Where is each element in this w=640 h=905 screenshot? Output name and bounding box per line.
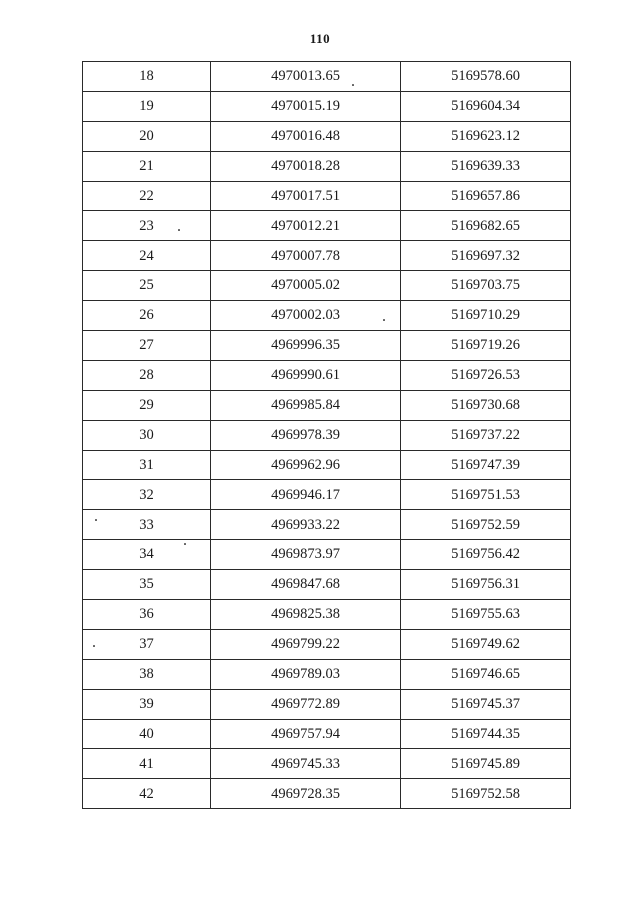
table-row [83,719,571,749]
table-row [83,600,571,630]
point-number-cell: 28 [83,360,211,390]
point-number-cell: 40 [83,719,211,749]
table-row [83,151,571,181]
x-coordinate-cell: 4969728.35 [211,779,401,809]
table-row [83,510,571,540]
x-coordinate-cell: 4969933.22 [211,510,401,540]
x-coordinate-cell: 4969789.03 [211,659,401,689]
table-row [83,211,571,241]
x-coordinate-cell: 4970007.78 [211,241,401,271]
x-coordinate-cell: 4970018.28 [211,151,401,181]
table-row [83,360,571,390]
x-coordinate-cell: 4969962.96 [211,450,401,480]
y-coordinate-cell: 5169697.32 [401,241,571,271]
scan-speck [178,229,180,231]
point-number-cell: 25 [83,271,211,301]
y-coordinate-cell: 5169719.26 [401,331,571,361]
point-number-cell: 18 [83,62,211,92]
point-number-cell: 37 [83,629,211,659]
y-coordinate-cell: 5169703.75 [401,271,571,301]
y-coordinate-cell: 5169578.60 [401,62,571,92]
scan-speck [93,645,95,647]
coordinates-table-body [83,62,571,809]
x-coordinate-cell: 4970013.65 [211,62,401,92]
point-number-cell: 41 [83,749,211,779]
table-row [83,689,571,719]
point-number-cell: 24 [83,241,211,271]
table-row [83,480,571,510]
y-coordinate-cell: 5169752.59 [401,510,571,540]
point-number-cell: 34 [83,540,211,570]
y-coordinate-cell: 5169604.34 [401,91,571,121]
x-coordinate-cell: 4969985.84 [211,390,401,420]
coordinates-table [82,61,571,809]
scan-speck [184,543,186,545]
x-coordinate-cell: 4969825.38 [211,600,401,630]
point-number-cell: 42 [83,779,211,809]
scan-speck [383,319,385,321]
scan-speck [352,84,354,86]
point-number-cell: 29 [83,390,211,420]
x-coordinate-cell: 4969978.39 [211,420,401,450]
table-row [83,181,571,211]
x-coordinate-cell: 4969799.22 [211,629,401,659]
x-coordinate-cell: 4969757.94 [211,719,401,749]
table-row [83,749,571,779]
table-row [83,629,571,659]
y-coordinate-cell: 5169745.89 [401,749,571,779]
table-row [83,271,571,301]
scan-speck [95,519,97,521]
point-number-cell: 20 [83,121,211,151]
y-coordinate-cell: 5169737.22 [401,420,571,450]
y-coordinate-cell: 5169710.29 [401,301,571,331]
y-coordinate-cell: 5169755.63 [401,600,571,630]
y-coordinate-cell: 5169747.39 [401,450,571,480]
table-row [83,420,571,450]
point-number-cell: 30 [83,420,211,450]
table-row [83,62,571,92]
y-coordinate-cell: 5169749.62 [401,629,571,659]
x-coordinate-cell: 4969745.33 [211,749,401,779]
point-number-cell: 32 [83,480,211,510]
x-coordinate-cell: 4969996.35 [211,331,401,361]
point-number-cell: 21 [83,151,211,181]
table-row [83,331,571,361]
table-row [83,779,571,809]
y-coordinate-cell: 5169726.53 [401,360,571,390]
y-coordinate-cell: 5169657.86 [401,181,571,211]
point-number-cell: 27 [83,331,211,361]
point-number-cell: 22 [83,181,211,211]
x-coordinate-cell: 4970012.21 [211,211,401,241]
x-coordinate-cell: 4970015.19 [211,91,401,121]
y-coordinate-cell: 5169746.65 [401,659,571,689]
y-coordinate-cell: 5169639.33 [401,151,571,181]
y-coordinate-cell: 5169744.35 [401,719,571,749]
x-coordinate-cell: 4970016.48 [211,121,401,151]
point-number-cell: 38 [83,659,211,689]
x-coordinate-cell: 4970002.03 [211,301,401,331]
point-number-cell: 31 [83,450,211,480]
table-row [83,301,571,331]
point-number-cell: 23 [83,211,211,241]
point-number-cell: 36 [83,600,211,630]
table-row [83,570,571,600]
point-number-cell: 19 [83,91,211,121]
table-row [83,390,571,420]
y-coordinate-cell: 5169752.58 [401,779,571,809]
page-number: 110 [309,31,331,46]
x-coordinate-cell: 4969990.61 [211,360,401,390]
table-row [83,540,571,570]
x-coordinate-cell: 4969847.68 [211,570,401,600]
y-coordinate-cell: 5169682.65 [401,211,571,241]
point-number-cell: 26 [83,301,211,331]
x-coordinate-cell: 4969946.17 [211,480,401,510]
point-number-cell: 35 [83,570,211,600]
point-number-cell: 33 [83,510,211,540]
x-coordinate-cell: 4969873.97 [211,540,401,570]
y-coordinate-cell: 5169751.53 [401,480,571,510]
y-coordinate-cell: 5169756.42 [401,540,571,570]
y-coordinate-cell: 5169745.37 [401,689,571,719]
point-number-cell: 39 [83,689,211,719]
x-coordinate-cell: 4970017.51 [211,181,401,211]
y-coordinate-cell: 5169623.12 [401,121,571,151]
y-coordinate-cell: 5169756.31 [401,570,571,600]
table-row [83,91,571,121]
table-row [83,121,571,151]
table-row [83,659,571,689]
y-coordinate-cell: 5169730.68 [401,390,571,420]
table-row [83,450,571,480]
x-coordinate-cell: 4970005.02 [211,271,401,301]
table-row [83,241,571,271]
x-coordinate-cell: 4969772.89 [211,689,401,719]
